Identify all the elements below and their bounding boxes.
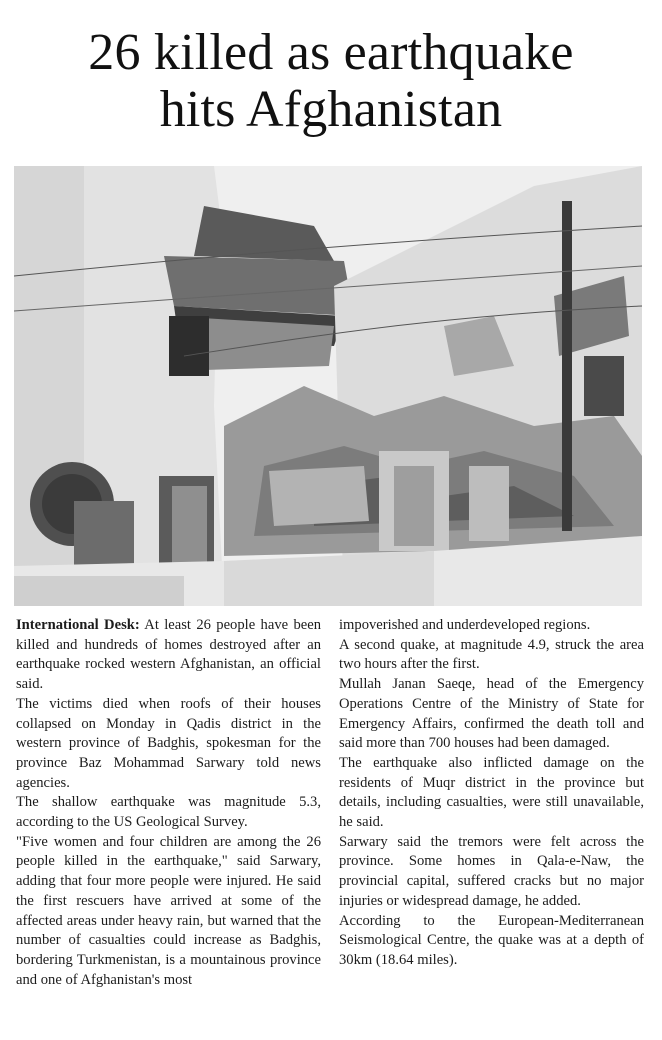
headline: [0, 24, 662, 138]
article-paragraph: Mullah Janan Saeqe, head of the Emergency Operations Centre of the Ministry of State for Emergency Affairs, confirmed the death toll and said more than 700 houses had been damaged.: [339, 676, 644, 752]
article-column-left: [16, 616, 321, 990]
article-paragraph: A second quake, at magnitude 4.9, struck the area two hours after the first.: [339, 636, 644, 673]
headline-line-1: 26 killed as earthquake: [88, 24, 574, 81]
lead-text: At least 26 people have been killed and hundreds of homes destroyed after an earthquake rocked western Afghanistan, an official said.: [16, 617, 321, 693]
article-paragraph: The shallow earthquake was magnitude 5.3, according to the US Geological Survey.: [16, 794, 321, 831]
dateline: International Desk:: [16, 617, 140, 633]
article-paragraph: According to the European-Mediterranean Seismological Centre, the quake was at a depth of 30km (18.64 miles).: [339, 912, 644, 968]
headline-line-2: hits Afghanistan: [159, 81, 503, 138]
article-column-right: [339, 616, 644, 971]
earthquake-rubble-photo: [14, 166, 642, 606]
article-paragraph: Sarwary said the tremors were felt across the province. Some homes in Qala-e-Naw, the provincial capital, suffered cracks but no major injuries or widespread damage, he added.: [339, 833, 644, 909]
article-paragraph: [16, 616, 321, 695]
photo-illustration: [14, 166, 642, 606]
article-paragraph: The victims died when roofs of their houses collapsed on Monday in Qadis district in the western province of Badghis, spokesman for the province Baz Mohammad Sarwary told news agencies.: [16, 695, 321, 791]
article-paragraph: The earthquake also inflicted damage on the residents of Muqr district in the province but details, including casualties, were still unavailable, he said.: [339, 754, 644, 831]
article-paragraph: impoverished and underdeveloped regions.: [339, 617, 591, 633]
article-paragraph: "Five women and four children are among the 26 people killed in the earthquake," said Sarwary, adding that four more people were injured. He said the first rescuers have arrived at some of the affected areas under heavy rain, but warned that the number of casualties could increase as Badghis, bordering Turkmenistan, is a mountainous province and one of Afghanistan's most: [16, 833, 321, 988]
